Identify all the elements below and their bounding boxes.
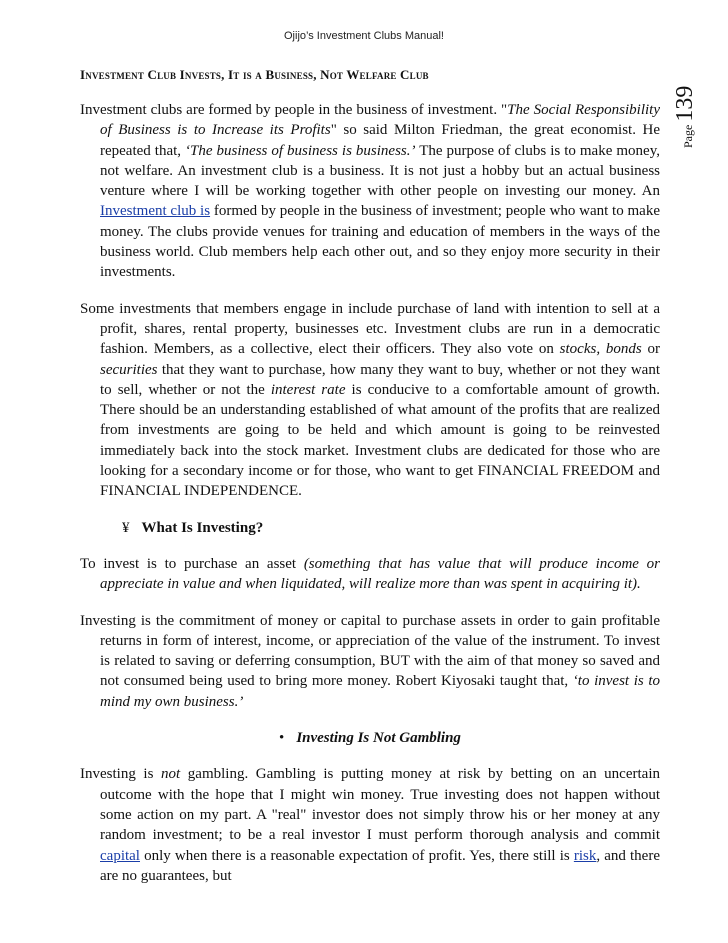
paragraph-invest-definition [80,554,660,595]
investment-club-link[interactable]: Investment club is [100,203,211,220]
emphasis: stocks, bonds [559,341,642,358]
text: gambling. Gambling is putting money at risk by betting on an uncertain outcome with the hope that I might win money. True investing does not happen without some action on my part. A "real" investor does not simply throw his or her money at any random investment; to be a real investor I must perform thorough analysis and commit [100,766,660,844]
document-header: Ojijo’s Investment Clubs Manual! [284,30,444,42]
section-title: Investment Club Invests, It is a Business, Not Welfare Club [80,67,429,82]
bullet-icon: • [279,730,285,747]
risk-link[interactable]: risk [573,847,597,864]
paragraph-commitment [80,611,660,712]
capital-link[interactable]: capital [100,847,140,864]
yen-bullet-icon: ¥ [122,519,130,536]
quote: The Social Responsibility of Business is to Increase its Profits [100,102,660,139]
text: " so said Milton Friedman, the great economist. He repeated that, [100,122,660,159]
text: that they want to purchase, how many they want to buy, whether or not they want to sell, whether or not the [100,361,660,398]
text: Investing is the commitment of money or capital to purchase assets in order to gain profitable returns in form of interest, income, or appreciation of the value of the instrument. To invest is related to saving or deferring consumption, BUT with the aim of that money so saved and not consumed being used to bring more money. Robert Kiyosaki taught that, [80,612,660,690]
quote: ‘The business of business is business.’ [185,142,416,159]
heading-not-gambling [80,728,660,748]
paragraph-investment-clubs [80,100,660,283]
text: Investing is [80,766,162,783]
quote: ‘to invest is to mind my own business.’ [100,673,660,710]
heading-what-is-investing [80,518,660,538]
text: is conducive to a comfortable amount of growth. There should be an understanding established of what amount of the profits that are realized from investments are going to be held and which amount is going to be reinvested immediately back into the stock market. Investment clubs are dedicated for those who are looking for a secondary income or for those, who want to get FINANCIAL FREEDOM and FINANCIAL INDEPENDENCE. [100,381,661,500]
page-number: 139 [672,85,698,122]
text: , and there are no guarantees, but [100,847,660,884]
page-label: Page [681,124,695,148]
emphasis: securities [100,361,158,378]
text: The purpose of clubs is to make money, not welfare. An investment club is a business. It is not just a hobby but an actual business venture where I will be working together with other people on investing our money. An [100,142,660,200]
text: Some investments that members engage in include purchase of land with intention to sell at a profit, shares, rental property, businesses etc. Investment clubs are run in a democratic fashion. Members, as a collective, elect their officers. They also vote on [80,300,660,358]
paragraph-gambling [80,764,660,886]
text: Investment clubs are formed by people in the business of investment. " [80,102,508,118]
text: formed by people in the business of investment; people who want to make money. The clubs provide venues for training and education of members in the ways of the business world. Club members help each other out, and so they enjoy more security in their investments. [100,203,660,281]
page-number-label [672,68,698,148]
heading-text: What Is Investing? [141,519,264,536]
emphasis: interest rate [270,381,346,398]
text: To invest is to purchase an asset [80,555,304,572]
emphasis: (something that has value that will produce income or appreciate in value and when liquidated, will realize more than was spent in acquiring it). [100,555,661,593]
text: only when there is a reasonable expectation of profit. Yes, there still is [139,847,574,864]
document-body [80,100,660,902]
heading-text: Investing Is Not Gambling [296,730,461,747]
paragraph-investments [80,299,660,502]
emphasis: not [161,766,181,783]
text: or [641,341,660,358]
